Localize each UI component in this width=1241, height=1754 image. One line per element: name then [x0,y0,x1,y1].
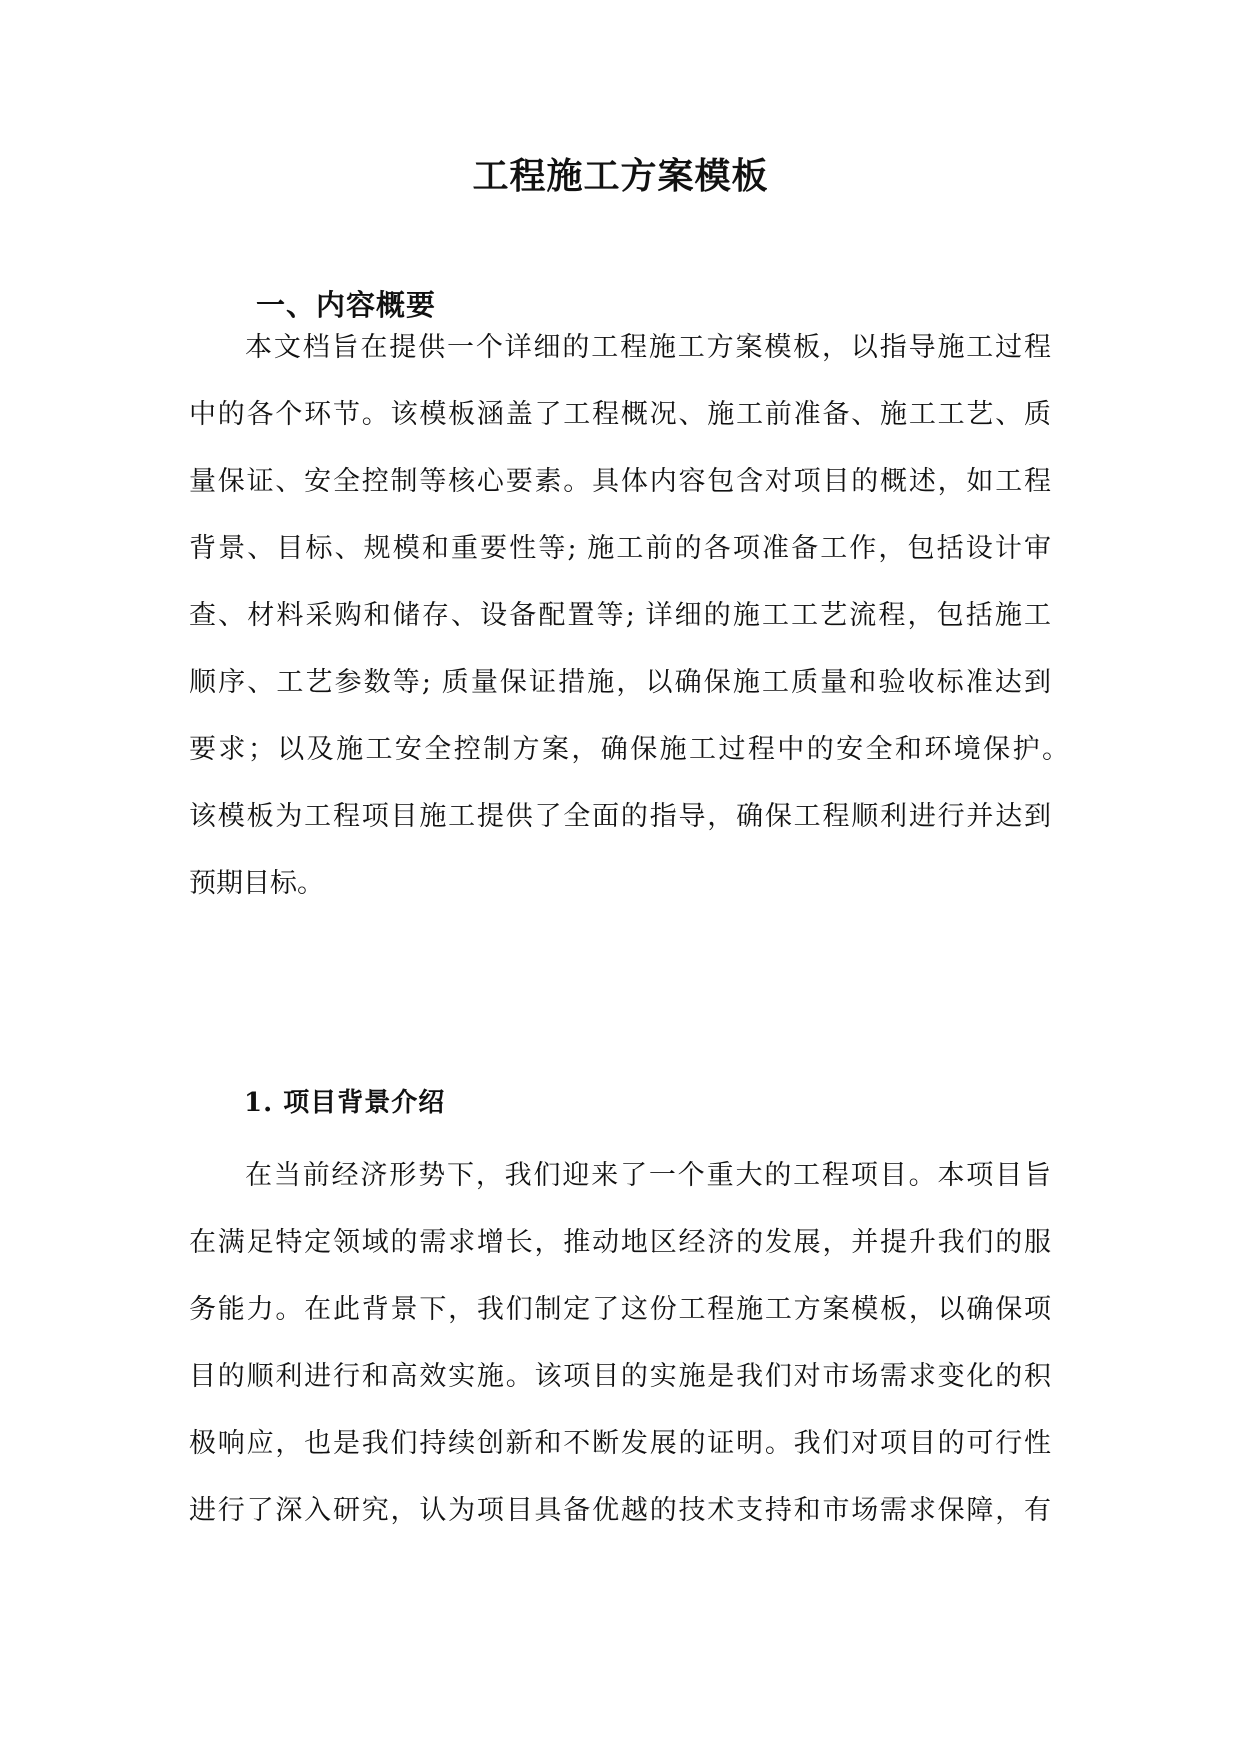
paragraph-line: 在当前经济形势下，我们迎来了一个重大的工程项目。本项目旨 [245,1160,1051,1191]
paragraph-line: 务能力。在此背景下，我们制定了这份工程施工方案模板，以确保项 [189,1294,1051,1325]
paragraph-line: 目的顺利进行和高效实施。该项目的实施是我们对市场需求变化的积 [189,1361,1051,1392]
paragraph-line: 在满足特定领域的需求增长，推动地区经济的发展，并提升我们的服 [189,1227,1051,1258]
paragraph-line: 中的各个环节。该模板涵盖了工程概况、施工前准备、施工工艺、质 [189,399,1051,430]
paragraph-line: 预期目标。 [189,868,324,899]
paragraph-line: 查、材料采购和储存、设备配置等; 详细的施工工艺流程，包括施工 [189,600,1051,631]
paragraph-line: 极响应，也是我们持续创新和不断发展的证明。我们对项目的可行性 [189,1428,1051,1459]
paragraph-line: 该模板为工程项目施工提供了全面的指导，确保工程顺利进行并达到 [189,801,1051,832]
subsection-heading-background: 1. 项目背景介绍 [244,1088,446,1118]
document-title: 工程施工方案模板 [472,155,769,197]
paragraph-line: 量保证、安全控制等核心要素。具体内容包含对项目的概述，如工程 [189,466,1051,497]
section-heading-overview: 一、内容概要 [256,288,437,322]
paragraph-line: 本文档旨在提供一个详细的工程施工方案模板，以指导施工过程 [245,332,1051,363]
paragraph-line: 背景、目标、规模和重要性等; 施工前的各项准备工作，包括设计审 [189,533,1051,564]
paragraph-line: 要求；以及施工安全控制方案，确保施工过程中的安全和环境保护。 [189,734,1069,765]
paragraph-line: 进行了深入研究，认为项目具备优越的技术支持和市场需求保障，有 [189,1495,1051,1526]
paragraph-line: 顺序、工艺参数等; 质量保证措施，以确保施工质量和验收标准达到 [189,667,1051,698]
